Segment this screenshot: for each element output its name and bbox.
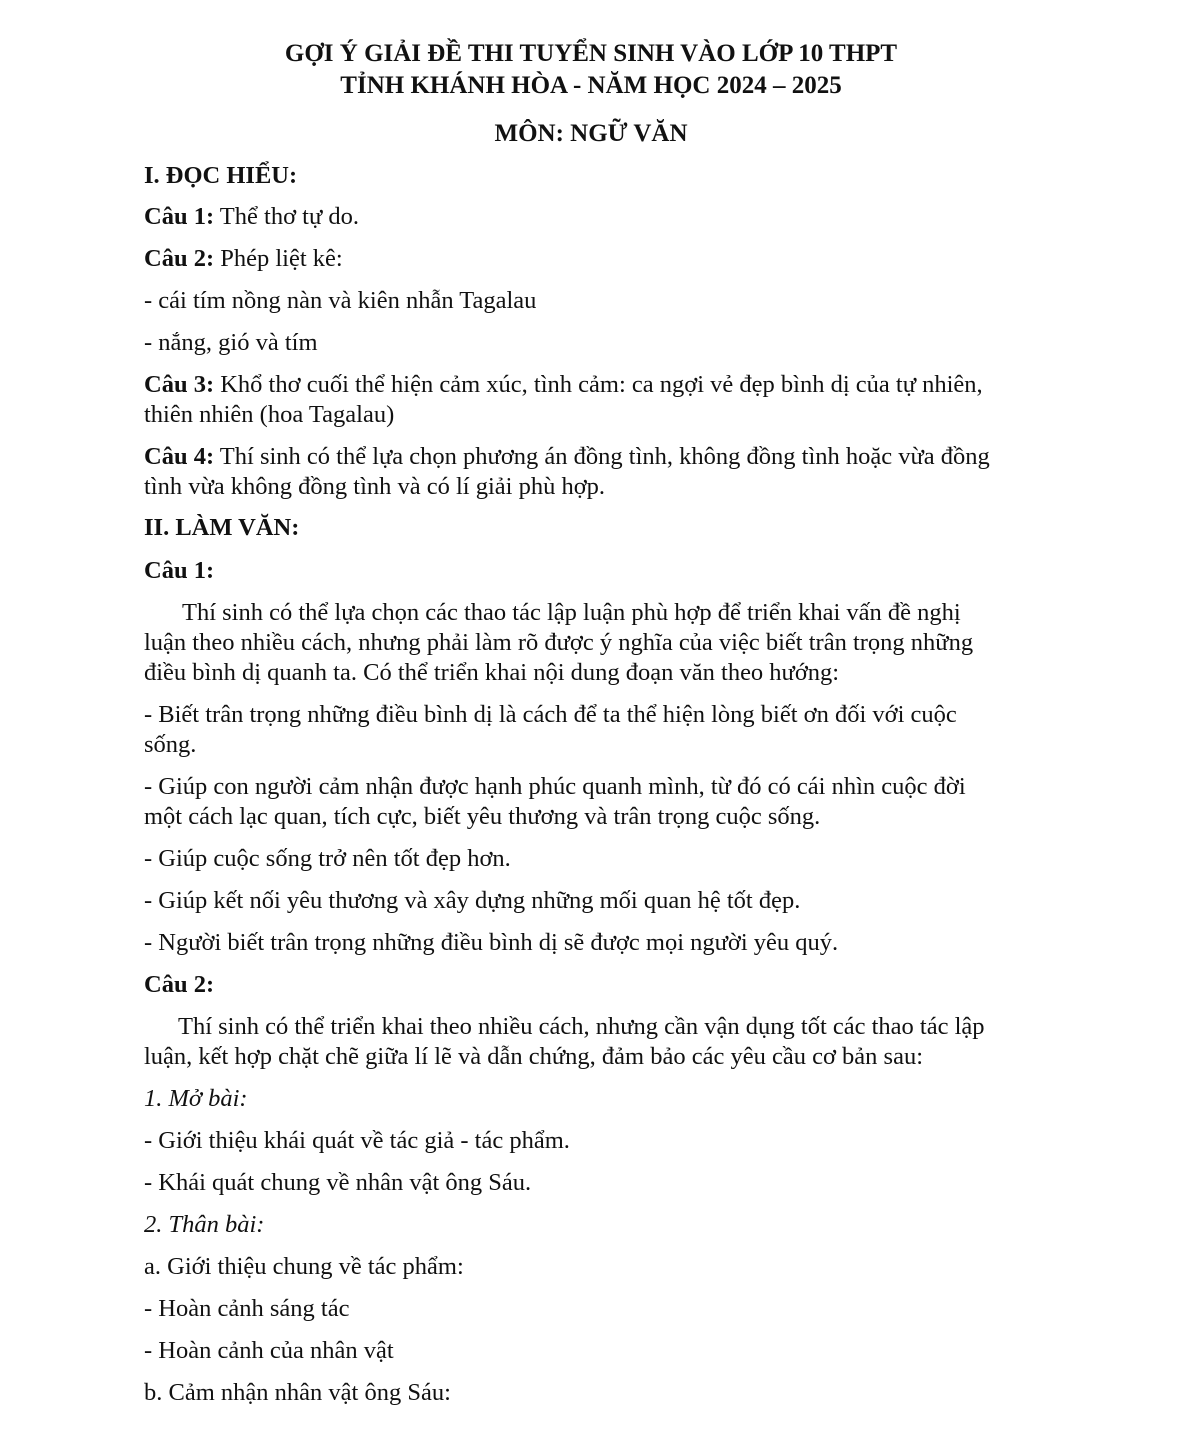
question-4 <box>144 442 1054 472</box>
list-item: - Khái quát chung về nhân vật ông Sáu. <box>144 1169 532 1196</box>
question-label: Câu 4: <box>144 443 215 470</box>
paragraph-line: điều bình dị quanh ta. Có thể triển khai nội dung đoạn văn theo hướng: <box>144 659 840 686</box>
subsection-a: a. Giới thiệu chung về tác phẩm: <box>144 1253 464 1280</box>
question-label: Câu 2: <box>144 245 215 272</box>
question-text: Khổ thơ cuối thể hiện cảm xúc, tình cảm: ca ngợi vẻ đẹp bình dị của tự nhiên, <box>214 371 983 398</box>
question-text: Phép liệt kê: <box>214 245 343 272</box>
subject-title: MÔN: NGỮ VĂN <box>494 120 688 147</box>
list-item: - Giới thiệu khái quát về tác giả - tác phẩm. <box>144 1127 570 1154</box>
list-item: - Giúp cuộc sống trở nên tốt đẹp hơn. <box>144 845 511 872</box>
list-item: - nắng, gió và tím <box>144 329 318 356</box>
paragraph-line: luận theo nhiều cách, nhưng phải làm rõ được ý nghĩa của việc biết trân trọng những <box>144 629 974 656</box>
section-heading-reading: I. ĐỌC HIỂU: <box>144 162 298 189</box>
question-text: Thể thơ tự do. <box>214 203 359 230</box>
paragraph-line: Thí sinh có thể triển khai theo nhiều cách, nhưng cần vận dụng tốt các thao tác lập <box>178 1013 985 1040</box>
question-label: Câu 1: <box>144 203 215 230</box>
list-item: - Hoàn cảnh sáng tác <box>144 1295 350 1322</box>
title-line-1: GỢI Ý GIẢI ĐỀ THI TUYỂN SINH VÀO LỚP 10 THPT <box>284 40 898 67</box>
subheading-mo-bai: 1. Mở bài: <box>144 1085 248 1112</box>
list-item: - Giúp kết nối yêu thương và xây dựng những mối quan hệ tốt đẹp. <box>144 887 801 914</box>
list-item: - cái tím nồng nàn và kiên nhẫn Tagalau <box>144 287 537 314</box>
subheading-than-bai: 2. Thân bài: <box>144 1211 265 1238</box>
list-item: - Hoàn cảnh của nhân vật <box>144 1337 394 1364</box>
question-2 <box>144 244 1054 274</box>
question-text-continued: tình vừa không đồng tình và có lí giải phù hợp. <box>144 473 606 500</box>
question-label: Câu 2: <box>144 971 215 998</box>
list-item: - Giúp con người cảm nhận được hạnh phúc quanh mình, từ đó có cái nhìn cuộc đời <box>144 773 966 800</box>
subsection-b: b. Cảm nhận nhân vật ông Sáu: <box>144 1379 451 1406</box>
question-label: Câu 1: <box>144 557 215 584</box>
section-heading-writing: II. LÀM VĂN: <box>144 514 300 541</box>
paragraph-line: luận, kết hợp chặt chẽ giữa lí lẽ và dẫn chứng, đảm bảo các yêu cầu cơ bản sau: <box>144 1043 923 1070</box>
title-line-2: TỈNH KHÁNH HÒA - NĂM HỌC 2024 – 2025 <box>340 72 842 99</box>
question-1 <box>144 202 1054 232</box>
list-item-continued: một cách lạc quan, tích cực, biết yêu thương và trân trọng cuộc sống. <box>144 803 821 830</box>
list-item-continued: sống. <box>144 731 197 758</box>
question-3 <box>144 370 1054 400</box>
question-text: Thí sinh có thể lựa chọn phương án đồng tình, không đồng tình hoặc vừa đồng <box>214 443 990 470</box>
list-item: - Người biết trân trọng những điều bình dị sẽ được mọi người yêu quý. <box>144 929 839 956</box>
list-item: - Biết trân trọng những điều bình dị là cách để ta thể hiện lòng biết ơn đối với cuộc <box>144 701 957 728</box>
paragraph-line: Thí sinh có thể lựa chọn các thao tác lập luận phù hợp để triển khai vấn đề nghị <box>182 599 961 626</box>
question-label: Câu 3: <box>144 371 215 398</box>
question-text-continued: thiên nhiên (hoa Tagalau) <box>144 401 395 428</box>
